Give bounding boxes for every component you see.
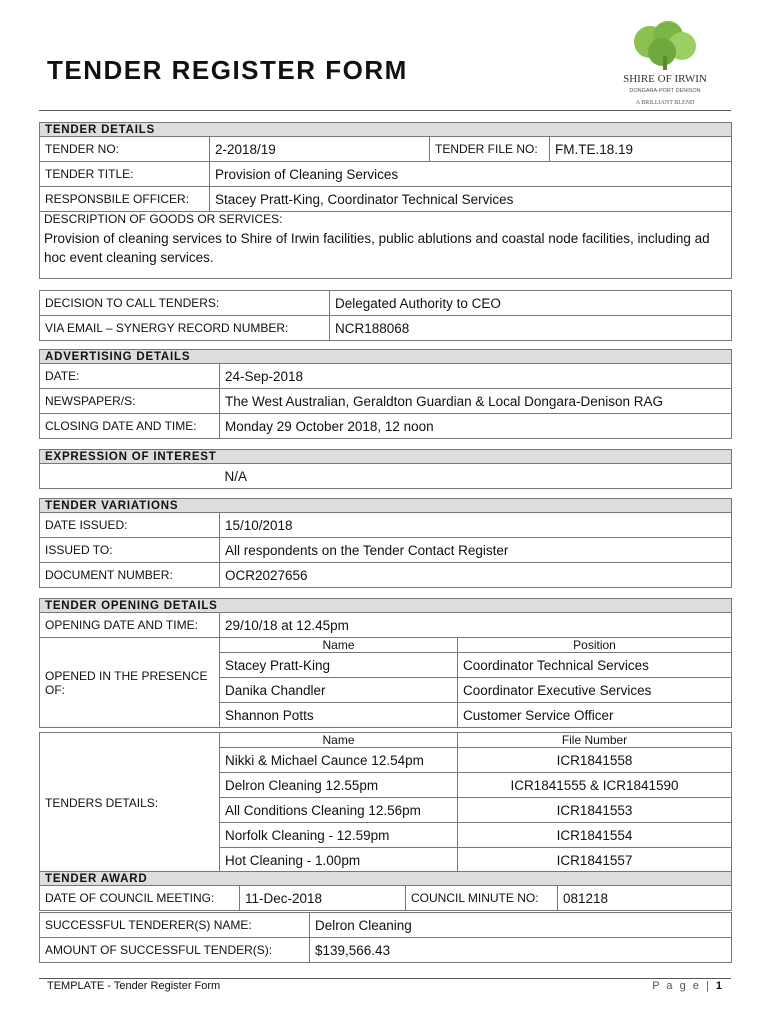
doc-number-value: OCR2027656 [220, 563, 732, 588]
award-table [39, 871, 732, 911]
tender-no-value: 2-2018/19 [210, 137, 430, 162]
minute-label: COUNCIL MINUTE NO: [406, 886, 558, 911]
amount-value: $139,566.43 [310, 938, 732, 963]
opening-table [39, 598, 732, 728]
officer-value: Stacey Pratt-King, Coordinator Technical Services [210, 187, 732, 212]
page-title: TENDER REGISTER FORM [47, 55, 408, 85]
section-heading: TENDER DETAILS [40, 123, 732, 137]
tree-icon [610, 20, 720, 110]
person-name: Stacey Pratt-King [220, 653, 458, 678]
decision-label: DECISION TO CALL TENDERS: [40, 291, 330, 316]
advertising-table [39, 349, 732, 439]
title-divider [39, 110, 731, 111]
description-value: Provision of cleaning services to Shire of Irwin facilities, public ablutions and coastal node facilities, including ad hoc event cleaning services. [44, 231, 710, 265]
section-heading: EXPRESSION OF INTEREST [40, 450, 732, 464]
issued-value: 15/10/2018 [220, 513, 732, 538]
successful-value: Delron Cleaning [310, 913, 732, 938]
tenderer-file: ICR1841557 [458, 848, 732, 873]
person-position: Customer Service Officer [458, 703, 732, 728]
person-position: Coordinator Executive Services [458, 678, 732, 703]
page-number: P a g e | 1 [652, 980, 724, 992]
eoi-table [39, 449, 732, 489]
ad-date-value: 24-Sep-2018 [220, 364, 732, 389]
tender-title-label: TENDER TITLE: [40, 162, 210, 187]
decision-value: Delegated Authority to CEO [330, 291, 732, 316]
file-no-label: TENDER FILE NO: [430, 137, 550, 162]
doc-number-label: DOCUMENT NUMBER: [40, 563, 220, 588]
name-header: Name [220, 733, 458, 748]
tender-details-table [39, 122, 732, 279]
tenderer-name: Hot Cleaning - 1.00pm [220, 848, 458, 873]
tenders-table [39, 732, 732, 873]
section-heading: ADVERTISING DETAILS [40, 350, 732, 364]
shire-logo [610, 20, 720, 110]
newspaper-value: The West Australian, Geraldton Guardian & Local Dongara-Denison RAG [220, 389, 732, 414]
footer-divider [39, 978, 731, 979]
tenderer-file: ICR1841553 [458, 798, 732, 823]
tender-no-label: TENDER NO: [40, 137, 210, 162]
tenders-details-label: TENDERS DETAILS: [40, 733, 220, 873]
footer-template-name: TEMPLATE - Tender Register Form [47, 980, 221, 992]
position-header: Position [458, 638, 732, 653]
decision-table [39, 290, 732, 341]
meeting-label: DATE OF COUNCIL MEETING: [40, 886, 240, 911]
svg-text:SHIRE OF IRWIN: SHIRE OF IRWIN [623, 73, 707, 85]
variations-table [39, 498, 732, 588]
issued-to-value: All respondents on the Tender Contact Register [220, 538, 732, 563]
tender-title-value: Provision of Cleaning Services [210, 162, 732, 187]
tenderer-name: All Conditions Cleaning 12.56pm [220, 798, 458, 823]
issued-to-label: ISSUED TO: [40, 538, 220, 563]
opening-datetime-label: OPENING DATE AND TIME: [40, 613, 220, 638]
section-heading: TENDER OPENING DETAILS [40, 599, 732, 613]
svg-text:DONGARA-PORT DENISON: DONGARA-PORT DENISON [629, 88, 701, 94]
tenderer-file: ICR1841558 [458, 748, 732, 773]
opening-datetime-value: 29/10/18 at 12.45pm [220, 613, 732, 638]
email-value: NCR188068 [330, 316, 732, 341]
description-label: DESCRIPTION OF GOODS OR SERVICES: [44, 212, 283, 226]
award-result-table [39, 912, 732, 963]
successful-label: SUCCESSFUL TENDERER(S) NAME: [40, 913, 310, 938]
meeting-value: 11-Dec-2018 [240, 886, 406, 911]
officer-label: RESPONSBILE OFFICER: [40, 187, 210, 212]
tenderer-file: ICR1841555 & ICR1841590 [458, 773, 732, 798]
ad-date-label: DATE: [40, 364, 220, 389]
tenderer-name: Norfolk Cleaning - 12.59pm [220, 823, 458, 848]
file-number-header: File Number [458, 733, 732, 748]
email-label: VIA EMAIL – SYNERGY RECORD NUMBER: [40, 316, 330, 341]
person-name: Danika Chandler [220, 678, 458, 703]
issued-label: DATE ISSUED: [40, 513, 220, 538]
tenderer-file: ICR1841554 [458, 823, 732, 848]
person-name: Shannon Potts [220, 703, 458, 728]
file-no-value: FM.TE.18.19 [550, 137, 732, 162]
svg-text:A BRILLIANT BLEND: A BRILLIANT BLEND [635, 100, 695, 106]
person-position: Coordinator Technical Services [458, 653, 732, 678]
eoi-value: N/A [220, 464, 732, 489]
tenderer-name: Nikki & Michael Caunce 12.54pm [220, 748, 458, 773]
section-heading: TENDER AWARD [40, 872, 732, 886]
name-header: Name [220, 638, 458, 653]
closing-label: CLOSING DATE AND TIME: [40, 414, 220, 439]
tenderer-name: Delron Cleaning 12.55pm [220, 773, 458, 798]
minute-value: 081218 [558, 886, 732, 911]
newspaper-label: NEWSPAPER/S: [40, 389, 220, 414]
section-heading: TENDER VARIATIONS [40, 499, 732, 513]
amount-label: AMOUNT OF SUCCESSFUL TENDER(S): [40, 938, 310, 963]
presence-label: OPENED IN THE PRESENCE OF: [40, 638, 220, 728]
closing-value: Monday 29 October 2018, 12 noon [220, 414, 732, 439]
